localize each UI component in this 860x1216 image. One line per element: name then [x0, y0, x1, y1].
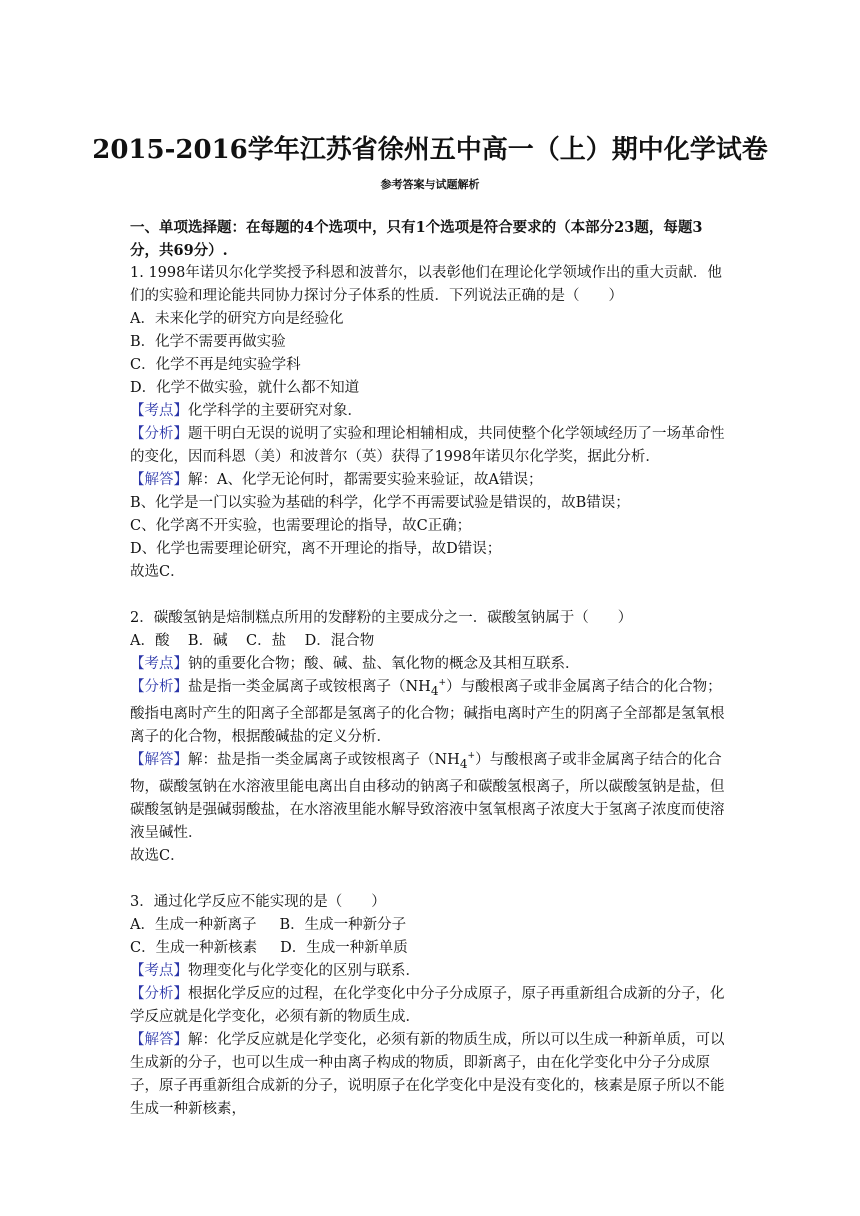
q3-kaodian — [130, 960, 730, 983]
q3-option-a: A．生成一种新离子 — [130, 916, 257, 933]
ammonium-charge: + — [438, 678, 447, 689]
q3-options-row-2 — [130, 937, 730, 960]
q3-option-c: C．生成一种新核素 — [130, 939, 258, 956]
jieda-tag: 【解答】 — [130, 751, 188, 768]
q2-kaodian-text: 钠的重要化合物；酸、碱、盐、氧化物的概念及其相互联系． — [188, 656, 580, 672]
fenxi-tag: 【分析】 — [130, 985, 188, 1002]
q3-fenxi-text: 根据化学反应的过程，在化学变化中分子分成原子，原子再重新组合成新的分子，化学反应就是化学变化，必须有新的物质生成． — [130, 985, 725, 1025]
q3-jieda — [130, 1029, 730, 1121]
q1-fenxi — [130, 423, 730, 469]
document-body — [130, 216, 730, 1121]
question-1-stem: 1. 1998年诺贝尔化学奖授予科恩和波普尔，以表彰他们在理论化学领域作出的重大贡献．他们的实验和理论能共同协力探讨分子体系的性质．下列说法正确的是（ ） — [130, 265, 722, 304]
q2-option-c: C．盐 — [246, 633, 287, 649]
q1-option-d: D．化学不做实验，就什么都不知道 — [130, 380, 360, 396]
q3-fenxi — [130, 983, 730, 1029]
page-title: 2015-2016学年江苏省徐州五中高一（上）期中化学试卷 — [92, 135, 768, 165]
q1-conclusion: 故选C． — [130, 564, 185, 580]
q2-option-a: A．酸 — [130, 633, 170, 649]
q1-option-c: C．化学不再是纯实验学科 — [130, 357, 301, 373]
q3-option-b: B．生成一种新分子 — [279, 916, 407, 933]
question-3-stem: 3．通过化学反应不能实现的是（ ） — [130, 893, 386, 910]
q1-jieda-line-1: 解：A、化学无论何时，都需要实验来验证，故A错误； — [188, 472, 543, 488]
kaodian-tag: 【考点】 — [130, 656, 188, 672]
q3-options-row-1 — [130, 914, 730, 937]
q2-jieda-text-1: 解：盐是指一类金属离子或铵根离子（NH — [188, 751, 460, 768]
fenxi-tag: 【分析】 — [130, 426, 188, 442]
page-subtitle: 参考答案与试题解析 — [380, 178, 480, 191]
q1-jieda-line-4: D、化学也需要理论研究，离不开理论的指导，故D错误； — [130, 541, 502, 557]
q1-jieda-line-3: C、化学离不开实验，也需要理论的指导，故C正确； — [130, 518, 472, 534]
q1-fenxi-text: 题干明白无误的说明了实验和理论相辅相成，共同使整个化学领域经历了一场革命性的变化，因而科恩（美）和波普尔（英）获得了1998年诺贝尔化学奖，据此分析． — [130, 426, 725, 465]
kaodian-tag: 【考点】 — [130, 403, 188, 419]
q2-fenxi-text-2: ）与酸根离子或非金属离子结合的化合物；酸指电离时产生的阳离子全部都是氢离子的化合物；碱指电离时产生的阴离子全部都是氢氧根离子的化合物，根据酸碱盐的定义分析． — [130, 679, 725, 745]
ammonium-charge: + — [467, 751, 476, 762]
jieda-tag: 【解答】 — [130, 1031, 188, 1048]
q3-kaodian-text: 物理变化与化学变化的区别与联系． — [188, 962, 420, 979]
q1-jieda — [130, 469, 730, 492]
q2-conclusion: 故选C． — [130, 847, 185, 864]
q2-jieda-text-2: ）与酸根离子或非金属离子结合的化合物，碳酸氢钠在水溶液里能电离出自由移动的钠离子和碳酸氢根离子，所以碳酸氢钠是盐，但碳酸氢钠是强碱弱酸盐，在水溶液里能水解导致溶液中氢氧根离子浓度大于氢离子浓度而使溶液呈碱性． — [130, 751, 725, 841]
q2-fenxi — [130, 676, 730, 749]
ammonium-subscript: 4 — [459, 756, 468, 771]
q1-kaodian-text: 化学科学的主要研究对象． — [188, 403, 362, 419]
q2-option-d: D．混合物 — [304, 633, 375, 649]
ammonium-subscript: 4 — [430, 683, 439, 698]
section-heading: 一、单项选择题：在每题的4个选项中，只有1个选项是符合要求的（本部分23题，每题3分，共69分）. — [130, 219, 703, 259]
jieda-tag: 【解答】 — [130, 472, 188, 488]
q1-kaodian — [130, 400, 730, 423]
q2-option-b: B．碱 — [187, 633, 228, 649]
fenxi-tag: 【分析】 — [130, 679, 188, 695]
q1-option-b: B．化学不需要再做实验 — [130, 334, 286, 350]
q2-options — [130, 630, 730, 653]
q3-option-d: D．生成一种新单质 — [280, 939, 408, 956]
q1-option-a: A．未来化学的研究方向是经验化 — [130, 311, 344, 327]
q2-jieda — [130, 749, 730, 845]
kaodian-tag: 【考点】 — [130, 962, 188, 979]
q3-jieda-text: 解：化学反应就是化学变化，必须有新的物质生成，所以可以生成一种新单质，可以生成新的分子，也可以生成一种由离子构成的物质，即新离子，由在化学变化中分子分成原子，原子再重新组合成新的分子，说明原子在化学变化中是没有变化的，核素是原子所以不能生成一种新核素， — [130, 1031, 725, 1117]
question-2-stem: 2．碳酸氢钠是焙制糕点所用的发酵粉的主要成分之一．碳酸氢钠属于（ ） — [130, 610, 633, 626]
q2-kaodian — [130, 653, 730, 676]
q1-jieda-line-2: B、化学是一门以实验为基础的科学，化学不再需要试验是错误的，故B错误； — [130, 495, 630, 511]
q2-fenxi-text-1: 盐是指一类金属离子或铵根离子（NH — [188, 679, 431, 695]
